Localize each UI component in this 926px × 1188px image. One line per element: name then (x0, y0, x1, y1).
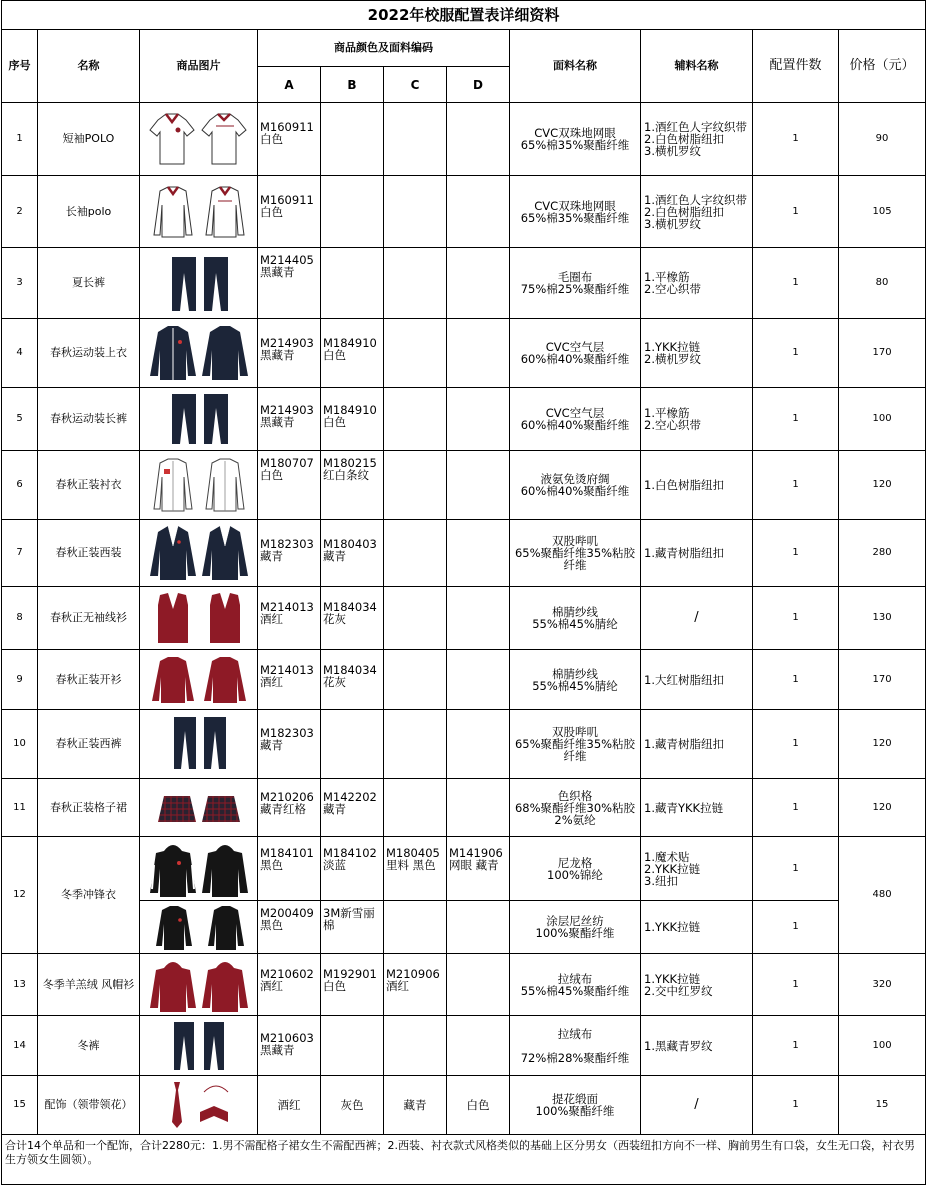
code-a: M180707 白色 (258, 451, 321, 520)
header-accessory: 辅料名称 (641, 30, 753, 103)
code-b: 3M新雪丽 棉 (321, 901, 384, 954)
header-col-a: A (258, 67, 321, 103)
code-a: M184101 黑色 (258, 837, 321, 901)
row-no: 7 (2, 520, 38, 587)
fabric-name: CVC双珠地网眼 65%棉35%聚酯纤维 (510, 176, 641, 248)
table-row (2, 901, 926, 954)
row-no: 9 (2, 650, 38, 710)
code-d (447, 954, 510, 1016)
table-row (2, 248, 926, 319)
code-d: 白色 (447, 1076, 510, 1135)
product-image-white-short-sleeve-polo (140, 103, 258, 176)
code-a: M214903 黑藏青 (258, 388, 321, 451)
accessory-name: 1.魔术贴 2.YKK拉链 3.纽扣 (641, 837, 753, 901)
fabric-name: CVC双珠地网眼 65%棉35%聚酯纤维 (510, 103, 641, 176)
table-row (2, 710, 926, 779)
product-image-navy-dress-pants (140, 710, 258, 779)
row-no: 3 (2, 248, 38, 319)
header-name: 名称 (38, 30, 140, 103)
product-image-burgundy-cardigan (140, 650, 258, 710)
code-a: M210602 酒红 (258, 954, 321, 1016)
code-c (384, 650, 447, 710)
product-image-plaid-skirt (140, 779, 258, 837)
accessory-name: 1.平橡筋 2.空心织带 (641, 388, 753, 451)
table-row (2, 103, 926, 176)
row-no: 5 (2, 388, 38, 451)
table-row (2, 954, 926, 1016)
code-c (384, 451, 447, 520)
code-b (321, 248, 384, 319)
code-c (384, 779, 447, 837)
code-b (321, 710, 384, 779)
price: 90 (839, 103, 926, 176)
table-row (2, 520, 926, 587)
row-name: 冬季羊羔绒 风帽衫 (38, 954, 140, 1016)
fabric-name: 拉绒布 55%棉45%聚酯纤维 (510, 954, 641, 1016)
price: 120 (839, 710, 926, 779)
qty: 1 (753, 954, 839, 1016)
code-a: M182303 藏青 (258, 710, 321, 779)
footer-note: 合计14个单品和一个配饰，合计2280元：1.男不需配格子裙女生不需配西裤；2.西装、衬衣款式风格类似的基础上区分男女（西装纽扣方向不一样、胸前男生有口袋，女生无口袋，衬衣男生方领女生圆领）。 (2, 1135, 926, 1185)
qty: 1 (753, 587, 839, 650)
price: 105 (839, 176, 926, 248)
code-d (447, 650, 510, 710)
code-b: M184034 花灰 (321, 650, 384, 710)
accessory-name: 1.黑藏青罗纹 (641, 1016, 753, 1076)
code-c (384, 901, 447, 954)
accessory-name: 1.酒红色人字纹织带 2.白色树脂纽扣 3.横机罗纹 (641, 103, 753, 176)
code-d (447, 103, 510, 176)
code-c (384, 176, 447, 248)
accessory-name: 1.白色树脂纽扣 (641, 451, 753, 520)
code-b: M180403 藏青 (321, 520, 384, 587)
accessory-name: / (641, 1076, 753, 1135)
code-d (447, 388, 510, 451)
code-a: M210603 黑藏青 (258, 1016, 321, 1076)
product-image-navy-track-pants (140, 388, 258, 451)
fabric-name: CVC空气层 60%棉40%聚酯纤维 (510, 388, 641, 451)
header-col-b: B (321, 67, 384, 103)
code-a: M214013 酒红 (258, 587, 321, 650)
qty: 1 (753, 248, 839, 319)
price: 15 (839, 1076, 926, 1135)
fabric-name: 棉腈纱线 55%棉45%腈纶 (510, 650, 641, 710)
code-b: M184910 白色 (321, 388, 384, 451)
row-no: 11 (2, 779, 38, 837)
accessory-name: 1.藏青树脂纽扣 (641, 710, 753, 779)
code-b: M184910 白色 (321, 319, 384, 388)
qty: 1 (753, 779, 839, 837)
accessory-name: 1.YKK拉链 (641, 901, 753, 954)
row-name: 春秋运动装长裤 (38, 388, 140, 451)
row-name: 长袖polo (38, 176, 140, 248)
product-image-black-inner-fleece (140, 901, 258, 954)
table-row (2, 1016, 926, 1076)
table-row (2, 176, 926, 248)
price: 170 (839, 650, 926, 710)
product-image-navy-pants (140, 248, 258, 319)
fabric-name: 毛圈布 75%棉25%聚酯纤维 (510, 248, 641, 319)
row-name: 春秋正装开衫 (38, 650, 140, 710)
accessory-name: 1.藏青树脂纽扣 (641, 520, 753, 587)
code-b: M184034 花灰 (321, 587, 384, 650)
row-name: 春秋正装衬衣 (38, 451, 140, 520)
fabric-name: 液氨免烫府绸 60%棉40%聚酯纤维 (510, 451, 641, 520)
fabric-name: 拉绒布 72%棉28%聚酯纤维 (510, 1016, 641, 1076)
fabric-name: 尼龙格 100%锦纶 (510, 837, 641, 901)
row-name: 春秋正装格子裙 (38, 779, 140, 837)
table-row (2, 1076, 926, 1135)
row-name: 春秋正装西裤 (38, 710, 140, 779)
product-image-burgundy-hoodie (140, 954, 258, 1016)
code-a: M200409 黑色 (258, 901, 321, 954)
code-c: 藏青 (384, 1076, 447, 1135)
qty: 1 (753, 388, 839, 451)
code-a: M214013 酒红 (258, 650, 321, 710)
accessory-name: 1.藏青YKK拉链 (641, 779, 753, 837)
code-b: M192901 白色 (321, 954, 384, 1016)
qty: 1 (753, 176, 839, 248)
product-image-navy-winter-pants (140, 1016, 258, 1076)
qty: 1 (753, 451, 839, 520)
accessory-name: / (641, 587, 753, 650)
qty: 1 (753, 1076, 839, 1135)
price: 80 (839, 248, 926, 319)
header-qty: 配置件数 (753, 30, 839, 103)
row-name: 短袖POLO (38, 103, 140, 176)
qty: 1 (753, 1016, 839, 1076)
table-row (2, 779, 926, 837)
code-b: 灰色 (321, 1076, 384, 1135)
code-d (447, 901, 510, 954)
code-a: M160911 白色 (258, 103, 321, 176)
code-c (384, 520, 447, 587)
header-col-c: C (384, 67, 447, 103)
code-d (447, 319, 510, 388)
code-c (384, 388, 447, 451)
code-d (447, 1016, 510, 1076)
row-no: 8 (2, 587, 38, 650)
fabric-name: 提花缎面 100%聚酯纤维 (510, 1076, 641, 1135)
product-image-white-dress-shirt (140, 451, 258, 520)
price: 480 (839, 837, 926, 954)
qty: 1 (753, 103, 839, 176)
code-a: M210206 藏青红格 (258, 779, 321, 837)
table-row (2, 388, 926, 451)
code-d (447, 176, 510, 248)
product-image-navy-blazer (140, 520, 258, 587)
code-b: M142202 藏青 (321, 779, 384, 837)
accessory-name: 1.平橡筋 2.空心织带 (641, 248, 753, 319)
code-d (447, 587, 510, 650)
accessory-name: 1.YKK拉链 2.横机罗纹 (641, 319, 753, 388)
code-a: M182303 藏青 (258, 520, 321, 587)
row-name: 春秋正装西装 (38, 520, 140, 587)
row-name: 春秋正无袖线衫 (38, 587, 140, 650)
code-a: M214903 黑藏青 (258, 319, 321, 388)
row-no: 2 (2, 176, 38, 248)
code-a: M214405 黑藏青 (258, 248, 321, 319)
accessory-name: 1.YKK拉链 2.交中红罗纹 (641, 954, 753, 1016)
qty: 1 (753, 319, 839, 388)
code-c: M210906 酒红 (384, 954, 447, 1016)
code-b (321, 1016, 384, 1076)
row-no: 12 (2, 837, 38, 954)
price: 120 (839, 779, 926, 837)
code-d (447, 248, 510, 319)
price: 280 (839, 520, 926, 587)
header-col-d: D (447, 67, 510, 103)
fabric-name: 涂层尼丝纺 100%聚酯纤维 (510, 901, 641, 954)
row-no: 14 (2, 1016, 38, 1076)
row-no: 6 (2, 451, 38, 520)
product-image-black-hooded-jacket (140, 837, 258, 901)
fabric-name: CVC空气层 60%棉40%聚酯纤维 (510, 319, 641, 388)
product-image-burgundy-vest (140, 587, 258, 650)
fabric-name: 色织格 68%聚酯纤维30%粘胶 2%氨纶 (510, 779, 641, 837)
code-d (447, 710, 510, 779)
header-fabric: 面料名称 (510, 30, 641, 103)
row-name: 冬裤 (38, 1016, 140, 1076)
fabric-name: 棉腈纱线 55%棉45%腈纶 (510, 587, 641, 650)
code-d (447, 451, 510, 520)
table-row (2, 587, 926, 650)
code-b: M180215 红白条纹 (321, 451, 384, 520)
price: 100 (839, 388, 926, 451)
row-name: 春秋运动装上衣 (38, 319, 140, 388)
code-c (384, 1016, 447, 1076)
table-row (2, 650, 926, 710)
code-b (321, 103, 384, 176)
code-a: 酒红 (258, 1076, 321, 1135)
price: 100 (839, 1016, 926, 1076)
accessory-name: 1.酒红色人字纹织带 2.白色树脂纽扣 3.横机罗纹 (641, 176, 753, 248)
price: 320 (839, 954, 926, 1016)
row-no: 10 (2, 710, 38, 779)
row-name: 夏长裤 (38, 248, 140, 319)
code-b: M184102 淡蓝 (321, 837, 384, 901)
product-image-navy-track-jacket (140, 319, 258, 388)
code-d: M141906 网眼 藏青 (447, 837, 510, 901)
header-price: 价格（元） (839, 30, 926, 103)
product-image-tie-and-bow (140, 1076, 258, 1135)
product-image-white-long-sleeve-polo (140, 176, 258, 248)
code-b (321, 176, 384, 248)
qty: 1 (753, 837, 839, 901)
row-no: 15 (2, 1076, 38, 1135)
fabric-name: 双股哔叽 65%聚酯纤维35%粘胶 纤维 (510, 520, 641, 587)
code-c (384, 587, 447, 650)
qty: 1 (753, 650, 839, 710)
row-no: 1 (2, 103, 38, 176)
price: 120 (839, 451, 926, 520)
table-row (2, 837, 926, 901)
code-d (447, 779, 510, 837)
accessory-name: 1.大红树脂纽扣 (641, 650, 753, 710)
qty: 1 (753, 520, 839, 587)
code-c: M180405 里料 黑色 (384, 837, 447, 901)
page-title: 2022年校服配置表详细资料 (2, 1, 926, 30)
row-name: 配饰（领带领花） (38, 1076, 140, 1135)
fabric-name: 双股哔叽 65%聚酯纤维35%粘胶 纤维 (510, 710, 641, 779)
table-row (2, 319, 926, 388)
code-c (384, 248, 447, 319)
row-no: 13 (2, 954, 38, 1016)
row-name: 冬季冲锋衣 (38, 837, 140, 954)
header-color-code: 商品颜色及面料编码 (258, 30, 510, 67)
code-d (447, 520, 510, 587)
row-no: 4 (2, 319, 38, 388)
price: 130 (839, 587, 926, 650)
header-image: 商品图片 (140, 30, 258, 103)
qty: 1 (753, 710, 839, 779)
uniform-config-table (1, 0, 926, 1185)
header-no: 序号 (2, 30, 38, 103)
code-c (384, 103, 447, 176)
table-row (2, 451, 926, 520)
price: 170 (839, 319, 926, 388)
code-c (384, 710, 447, 779)
qty: 1 (753, 901, 839, 954)
code-c (384, 319, 447, 388)
code-a: M160911 白色 (258, 176, 321, 248)
